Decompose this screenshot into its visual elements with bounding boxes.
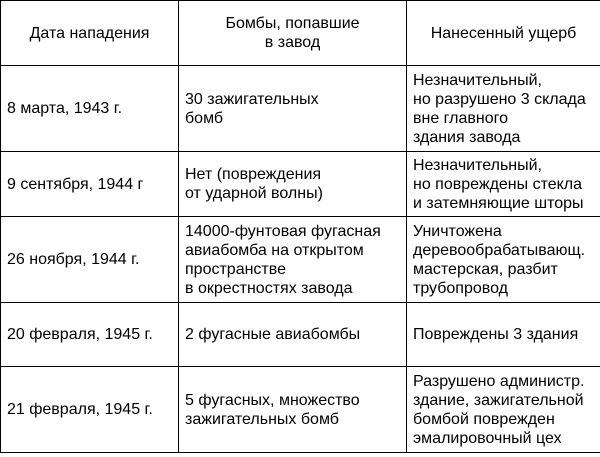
header-bombs-hit: Бомбы, попавшие в завод <box>179 1 407 66</box>
table-row <box>1 303 600 367</box>
cell-damage: Незначительный, но повреждены стекла и затемняющие шторы <box>407 152 600 217</box>
cell-bombs: 2 фугасные авиабомбы <box>179 303 407 367</box>
cell-damage: Разрушено администр. здание, зажигательной бомбой поврежден эмалировочный цех <box>407 367 600 453</box>
cell-bombs: 5 фугасных, множество зажигательных бомб <box>179 367 407 453</box>
table-row <box>1 367 600 453</box>
cell-bombs: Нет (повреждения от ударной волны) <box>179 152 407 217</box>
table-row <box>1 217 600 303</box>
header-damage: Нанесенный ущерб <box>407 1 600 66</box>
cell-damage: Повреждены 3 здания <box>407 303 600 367</box>
cell-bombs: 14000-фунтовая фугасная авиабомба на открытом пространстве в окрестностях завода <box>179 217 407 303</box>
cell-date: 9 сентября, 1944 г <box>1 152 179 217</box>
cell-date: 20 февраля, 1945 г. <box>1 303 179 367</box>
cell-date: 21 февраля, 1945 г. <box>1 367 179 453</box>
cell-date: 26 ноября, 1944 г. <box>1 217 179 303</box>
header-row <box>1 1 600 66</box>
cell-damage: Незначительный, но разрушено 3 склада вне главного здания завода <box>407 66 600 152</box>
table-row <box>1 66 600 152</box>
cell-date: 8 марта, 1943 г. <box>1 66 179 152</box>
header-attack-date: Дата нападения <box>1 1 179 66</box>
cell-bombs: 30 зажигательных бомб <box>179 66 407 152</box>
table-row <box>1 152 600 217</box>
cell-damage: Уничтожена деревообрабатывающ. мастерская, разбит трубопровод <box>407 217 600 303</box>
